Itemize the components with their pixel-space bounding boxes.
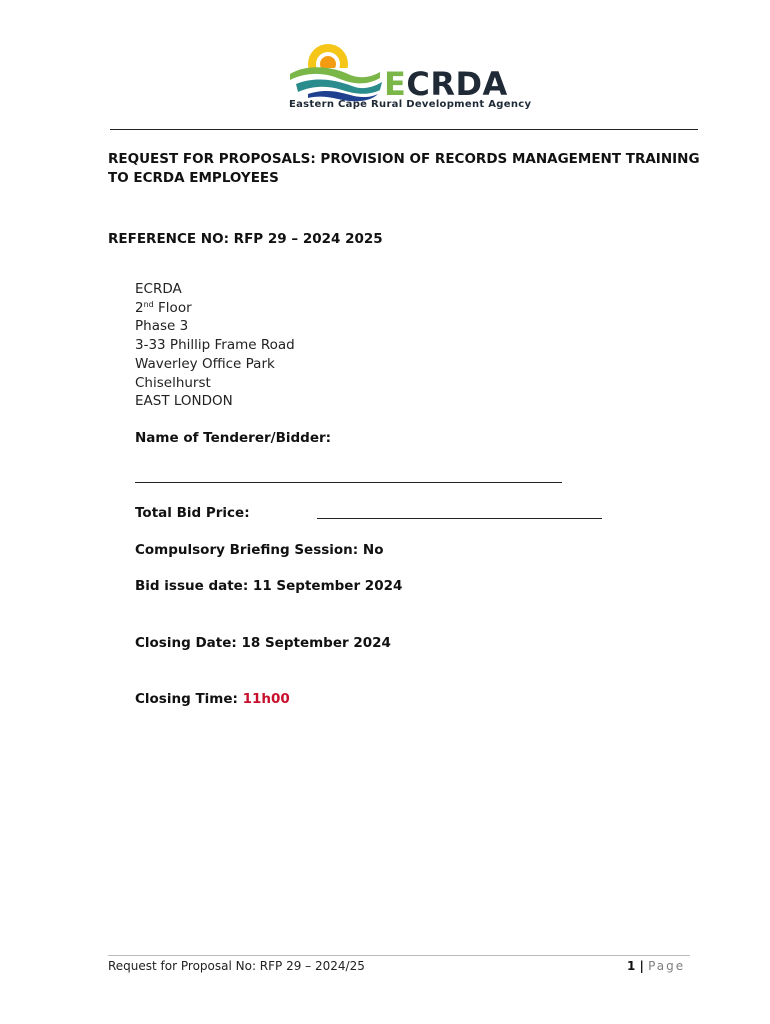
bid-price-line[interactable] — [317, 518, 602, 519]
address-floor: 2nd Floor — [135, 299, 192, 316]
logo-wordmark-rest: CRDA — [406, 65, 508, 103]
closing-time-value: 11h00 — [242, 691, 290, 707]
footer-page: 1 | Page — [627, 959, 686, 973]
closing-time: Closing Time: 11h00 — [135, 691, 290, 707]
footer-rule — [108, 955, 690, 956]
tenderer-label: Name of Tenderer/Bidder: — [135, 430, 332, 446]
tenderer-name-line[interactable] — [135, 482, 562, 483]
address-city: EAST LONDON — [135, 393, 233, 410]
logo-subtitle: Eastern Cape Rural Development Agency — [289, 99, 532, 110]
briefing-session: Compulsory Briefing Session: No — [135, 542, 384, 558]
header-rule — [110, 129, 698, 130]
logo-wordmark-e: E — [384, 65, 407, 103]
address-phase: Phase 3 — [135, 318, 189, 335]
footer-reference: Request for Proposal No: RFP 29 – 2024/25 — [108, 959, 365, 973]
address-park: Waverley Office Park — [135, 355, 275, 372]
address-org: ECRDA — [135, 281, 182, 297]
reference-number: REFERENCE NO: RFP 29 – 2024 2025 — [108, 231, 383, 247]
closing-date: Closing Date: 18 September 2024 — [135, 635, 391, 651]
document-title: REQUEST FOR PROPOSALS: PROVISION OF RECORDS MANAGEMENT TRAINING TO ECRDA EMPLOYEES — [108, 151, 700, 186]
address-street: 3-33 Phillip Frame Road — [135, 337, 295, 354]
address-suburb: Chiselhurst — [135, 374, 211, 391]
bid-price-label: Total Bid Price: — [135, 505, 250, 521]
logo-wordmark — [384, 66, 508, 102]
address-block — [135, 280, 295, 411]
bid-issue-date: Bid issue date: 11 September 2024 — [135, 578, 403, 594]
